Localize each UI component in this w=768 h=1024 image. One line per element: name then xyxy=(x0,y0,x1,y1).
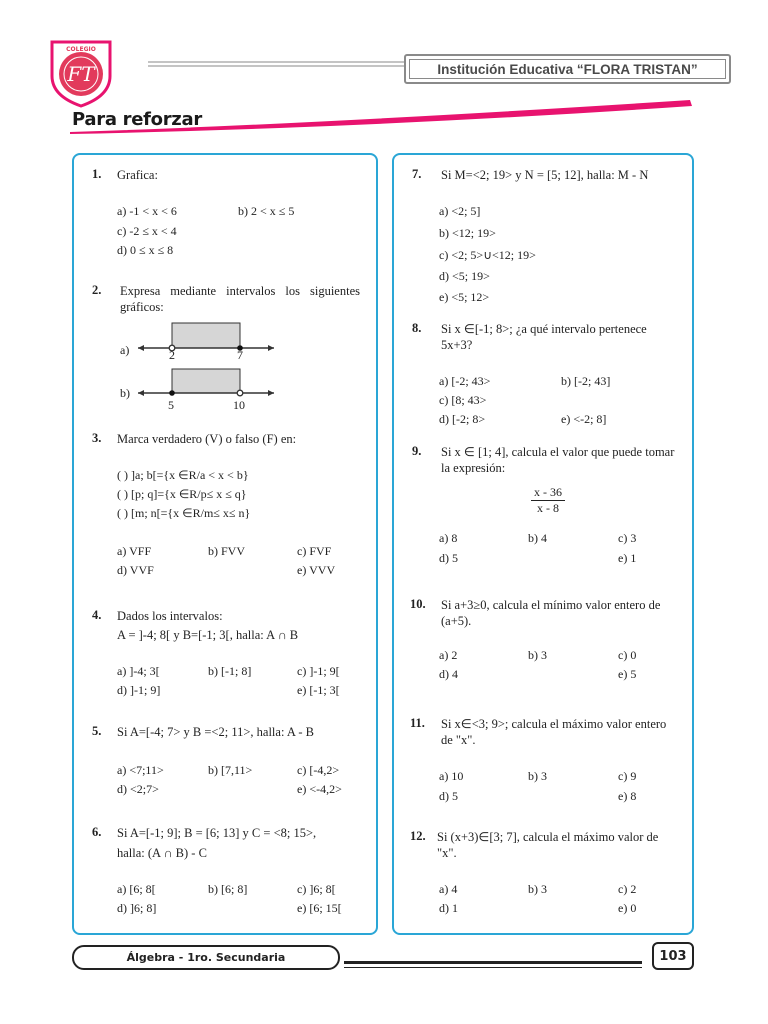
statement: ( ) ]a; b[={x ∈R/a < x < b} xyxy=(117,468,249,482)
question-number: 2. xyxy=(92,283,102,297)
statement: ( ) [p; q]={x ∈R/p≤ x ≤ q} xyxy=(117,487,247,501)
option: c) -2 ≤ x < 4 xyxy=(117,224,177,238)
option: a) <7;11> xyxy=(117,763,164,777)
option: b) 3 xyxy=(528,882,547,896)
fraction-numerator: x - 36 xyxy=(531,485,565,501)
option: e) <-4,2> xyxy=(297,782,342,796)
option: b) 3 xyxy=(528,769,547,783)
option: a) 8 xyxy=(439,531,458,545)
option: a) VFF xyxy=(117,544,152,558)
option: c) [8; 43> xyxy=(439,393,487,407)
logo-letters: FT xyxy=(67,62,95,86)
option: e) [6; 15[ xyxy=(297,901,342,915)
question-text: Si M=<2; 19> y N = [5; 12], halla: M - N xyxy=(441,168,649,182)
header-rule-lines xyxy=(118,56,404,82)
question-text-2: A = ]-4; 8[ y B=[-1; 3[, halla: A ∩ B xyxy=(117,628,299,642)
question-number: 4. xyxy=(92,608,102,622)
institution-banner xyxy=(404,54,731,84)
option: a) 10 xyxy=(439,769,464,783)
option: c) ]6; 8[ xyxy=(297,882,336,896)
subject-footer: Álgebra - 1ro. Secundaria xyxy=(72,945,340,970)
option: d) VVF xyxy=(117,563,154,577)
option: b) [7,11> xyxy=(208,763,253,777)
option: b) FVV xyxy=(208,544,246,558)
question-text: Grafica: xyxy=(117,168,158,182)
option: b) 3 xyxy=(528,648,547,662)
option: d) 1 xyxy=(439,901,458,915)
tick-label: 2 xyxy=(169,348,175,362)
option: b) [-1; 8] xyxy=(208,664,252,678)
option: e) VVV xyxy=(297,563,336,577)
option: d) <2;7> xyxy=(117,782,159,796)
option: b) <12; 19> xyxy=(439,226,496,240)
number-line-a xyxy=(134,318,278,362)
question-number: 1. xyxy=(92,167,102,181)
option: d) 5 xyxy=(439,789,458,803)
question-number: 5. xyxy=(92,724,102,738)
page-number: 103 xyxy=(652,942,694,970)
option: d) ]-1; 9] xyxy=(117,683,161,697)
option: a) 4 xyxy=(439,882,458,896)
option: d) <5; 19> xyxy=(439,269,490,283)
option: e) <5; 12> xyxy=(439,290,490,304)
question-text: Marca verdadero (V) o falso (F) en: xyxy=(117,432,297,446)
option: a) ]-4; 3[ xyxy=(117,664,160,678)
question-text: Si x ∈ [1; 4], calcula el valor que puede tomar la expresión: xyxy=(441,445,675,475)
number-line-b xyxy=(134,366,278,400)
fraction-denominator: x - 8 xyxy=(537,501,559,515)
option: e) 8 xyxy=(618,789,637,803)
question-number: 3. xyxy=(92,431,102,445)
footer-rule-thin xyxy=(344,967,642,968)
question-text: Si x ∈[-1; 8>; ¿a qué intervalo pertenece 5x+3? xyxy=(441,322,647,352)
option: c) 9 xyxy=(618,769,637,783)
graph-label: b) xyxy=(120,386,130,400)
option: d) 4 xyxy=(439,667,458,681)
question-text: Si A=[-1; 9]; B = [6; 13] y C = <8; 15>, xyxy=(117,826,317,840)
tick-label: 10 xyxy=(233,398,245,412)
option: c) FVF xyxy=(297,544,332,558)
option: a) <2; 5] xyxy=(439,204,481,218)
question-number: 6. xyxy=(92,825,102,839)
tick-label: 7 xyxy=(237,348,243,362)
question-number: 9. xyxy=(412,444,422,458)
option: c) ]-1; 9[ xyxy=(297,664,340,678)
option: b) [6; 8] xyxy=(208,882,248,896)
question-number: 12. xyxy=(410,829,426,843)
question-text: Expresa mediante intervalos los siguientes gráficos: xyxy=(120,284,360,314)
option: c) 0 xyxy=(618,648,637,662)
option: a) [6; 8[ xyxy=(117,882,156,896)
tick-label: 5 xyxy=(168,398,174,412)
option: b) 4 xyxy=(528,531,547,545)
question-text: Si A=[-4; 7> y B =<2; 11>, halla: A - B xyxy=(117,725,314,739)
option: a) -1 < x < 6 xyxy=(117,204,177,218)
graph-label: a) xyxy=(120,343,130,357)
question-text: Dados los intervalos: xyxy=(117,609,223,623)
option: d) 5 xyxy=(439,551,458,565)
question-number: 11. xyxy=(410,716,425,730)
question-number: 8. xyxy=(412,321,422,335)
option: e) <-2; 8] xyxy=(561,412,607,426)
option: b) 2 < x ≤ 5 xyxy=(238,204,295,218)
option: c) 2 xyxy=(618,882,637,896)
option: e) 0 xyxy=(618,901,637,915)
logo-caption: COLEGIO xyxy=(66,46,96,53)
option: c) [-4,2> xyxy=(297,763,340,777)
question-number: 7. xyxy=(412,167,422,181)
option: e) 5 xyxy=(618,667,637,681)
question-text: Si x∈<3; 9>; calcula el máximo valor entero de "x". xyxy=(441,717,667,747)
option: e) [-1; 3[ xyxy=(297,683,340,697)
option: c) 3 xyxy=(618,531,637,545)
question-text: Si a+3≥0, calcula el mínimo valor entero de (a+5). xyxy=(441,598,661,628)
question-text-2: halla: (A ∩ B) - C xyxy=(117,846,207,860)
question-number: 10. xyxy=(410,597,426,611)
section-title: Para reforzar xyxy=(72,109,202,130)
option: d) ]6; 8] xyxy=(117,901,157,915)
option: a) [-2; 43> xyxy=(439,374,491,388)
option: d) [-2; 8> xyxy=(439,412,486,426)
option: e) 1 xyxy=(618,551,637,565)
statement: ( ) [m; n[={x ∈R/m≤ x≤ n} xyxy=(117,506,251,520)
option: d) 0 ≤ x ≤ 8 xyxy=(117,243,174,257)
institution-name: Institución Educativa “FLORA TRISTAN” xyxy=(409,59,726,79)
option: b) [-2; 43] xyxy=(561,374,611,388)
footer-rule xyxy=(344,961,642,964)
option: a) 2 xyxy=(439,648,458,662)
question-text: Si (x+3)∈[3; 7], calcula el máximo valor de "x". xyxy=(437,830,659,860)
option: c) <2; 5>∪<12; 19> xyxy=(439,248,536,262)
